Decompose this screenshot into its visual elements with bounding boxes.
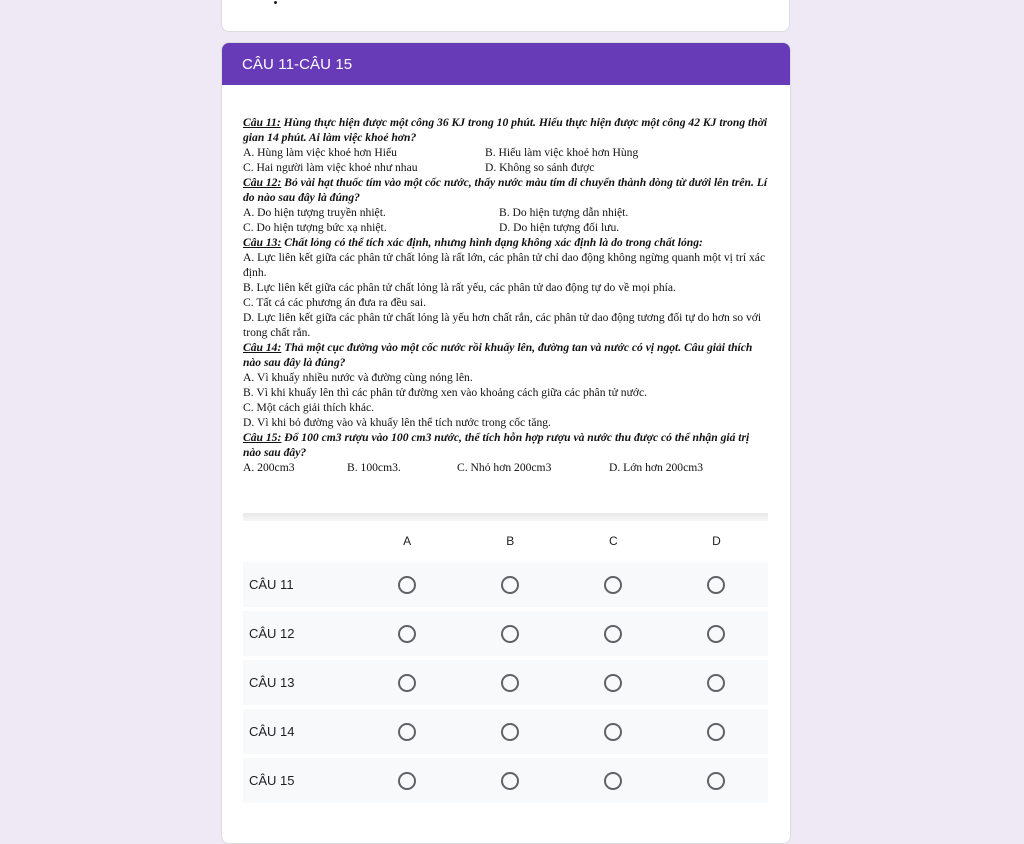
row-label: CÂU 14: [249, 724, 295, 739]
section-title: CÂU 11-CÂU 15: [242, 55, 353, 73]
column-d: D: [712, 534, 721, 548]
question-image: Câu 11: Hùng thực hiện được một công 36 KJ trong 10 phút. Hiếu thực hiện được một công 42 KJ trong thời gian 14 phút. Ai làm việc khoẻ hơn? A. Hùng làm việc khoẻ hơn Hiếu B. Hiếu làm việc khoẻ hơn Hùng C. Hai người làm việc khoẻ như nhau D. Không so sánh được Câu 12: Bỏ vài hạt thuốc tím vào một cốc nước, thấy nước màu tím di chuyển thành dòng từ dưới lên trên. Lí do nào sau đây là đúng? A. Do hiện tượng truyền nhiệt. B. Do hiện tượng dẫn nhiệt. C. Do hiện tượng bức xạ nhiệt. D. Do hiện tượng đối lưu. Câu 13: Chất lỏng có thể tích xác định, nhưng hình dạng không xác định là do trong chất lỏng: A. Lực liên kết giữa các phân tử chất lỏng là rất lớn, các phân tử chỉ dao động không ngừng quanh một vị trí xác định. B. Lực liên kết giữa các phân tử chất lỏng là rất yếu, các phân tử dao động tự do về mọi phía. C. Tất cả các phương án đưa ra đều sai. D. Lực liên kết giữa các phân tử chất lỏng là yếu hơn chất rắn, các phân tử dao động tương đối tự do hơn so với trong chất rắn. Câu 14: Thả một cục đường vào một cốc nước rồi khuấy lên, đường tan và nước có vị ngọt. Câu giải thích nào sau đây là đúng? A. Vì khuấy nhiều nước và đường cùng nóng lên. B. Vì khi khuấy lên thì các phân tử đường xen vào khoảng cách giữa các phân tử nước. C. Một cách giải thích khác. D. Vì khi bỏ đường vào và khuấy lên thể tích nước trong cốc tăng. Câu 15: Đổ 100 cm3 rượu vào 100 cm3 nước, thể tích hỗn hợp rượu và nước thu được có thể nhận giá trị nào sau đây? A. 200cm3 B. 100cm3. C. Nhỏ hơn 200cm3 D. Lớn hơn 200cm3: [243, 115, 768, 513]
radio-cau12-b[interactable]: [501, 625, 519, 643]
question-12: Câu 12: Bỏ vài hạt thuốc tím vào một cốc nước, thấy nước màu tím di chuyển thành dòng từ dưới lên trên. Lí do nào sau đây là đúng?: [243, 176, 768, 204]
question-13: Câu 13: Chất lỏng có thể tích xác định, nhưng hình dạng không xác định là do trong chất lỏng:: [243, 236, 703, 249]
grid-row-cau-13: [243, 660, 768, 705]
row-label: CÂU 12: [249, 626, 295, 641]
radio-cau13-a[interactable]: [398, 674, 416, 692]
grid-row-cau-12: [243, 611, 768, 656]
section-card: [221, 42, 791, 844]
radio-cau12-a[interactable]: [398, 625, 416, 643]
question-15: Câu 15: Đổ 100 cm3 rượu vào 100 cm3 nước, thể tích hỗn hợp rượu và nước thu được có thể nhận giá trị nào sau đây?: [243, 431, 750, 459]
grid-header: [243, 520, 768, 562]
radio-cau13-c[interactable]: [604, 674, 622, 692]
radio-cau12-d[interactable]: [707, 625, 725, 643]
radio-cau15-d[interactable]: [707, 772, 725, 790]
radio-cau11-d[interactable]: [707, 576, 725, 594]
radio-cau14-d[interactable]: [707, 723, 725, 741]
previous-question-card: [221, 0, 790, 32]
choice-grid: [243, 520, 768, 807]
row-label: CÂU 11: [249, 577, 294, 592]
column-a: A: [403, 534, 412, 548]
row-label: CÂU 15: [249, 773, 295, 788]
radio-cau11-b[interactable]: [501, 576, 519, 594]
question-14: Câu 14: Thả một cục đường vào một cốc nước rồi khuấy lên, đường tan và nước có vị ngọt. Câu giải thích nào sau đây là đúng?: [243, 341, 753, 369]
radio-cau15-b[interactable]: [501, 772, 519, 790]
radio-cau14-c[interactable]: [604, 723, 622, 741]
radio-cau14-a[interactable]: [398, 723, 416, 741]
radio-cau15-c[interactable]: [604, 772, 622, 790]
radio-cau11-c[interactable]: [604, 576, 622, 594]
radio-cau11-a[interactable]: [398, 576, 416, 594]
radio-cau14-b[interactable]: [501, 723, 519, 741]
row-label: CÂU 13: [249, 675, 295, 690]
column-c: C: [609, 534, 618, 548]
bullet-dot: [274, 1, 277, 4]
radio-cau12-c[interactable]: [604, 625, 622, 643]
radio-cau15-a[interactable]: [398, 772, 416, 790]
grid-row-cau-14: [243, 709, 768, 754]
column-b: B: [506, 534, 515, 548]
section-header: [222, 43, 790, 85]
radio-cau13-b[interactable]: [501, 674, 519, 692]
radio-cau13-d[interactable]: [707, 674, 725, 692]
grid-row-cau-15: [243, 758, 768, 803]
grid-row-cau-11: [243, 562, 768, 607]
question-11: Câu 11: Hùng thực hiện được một công 36 KJ trong 10 phút. Hiếu thực hiện được một công 42 KJ trong thời gian 14 phút. Ai làm việc khoẻ hơn?: [243, 116, 768, 144]
